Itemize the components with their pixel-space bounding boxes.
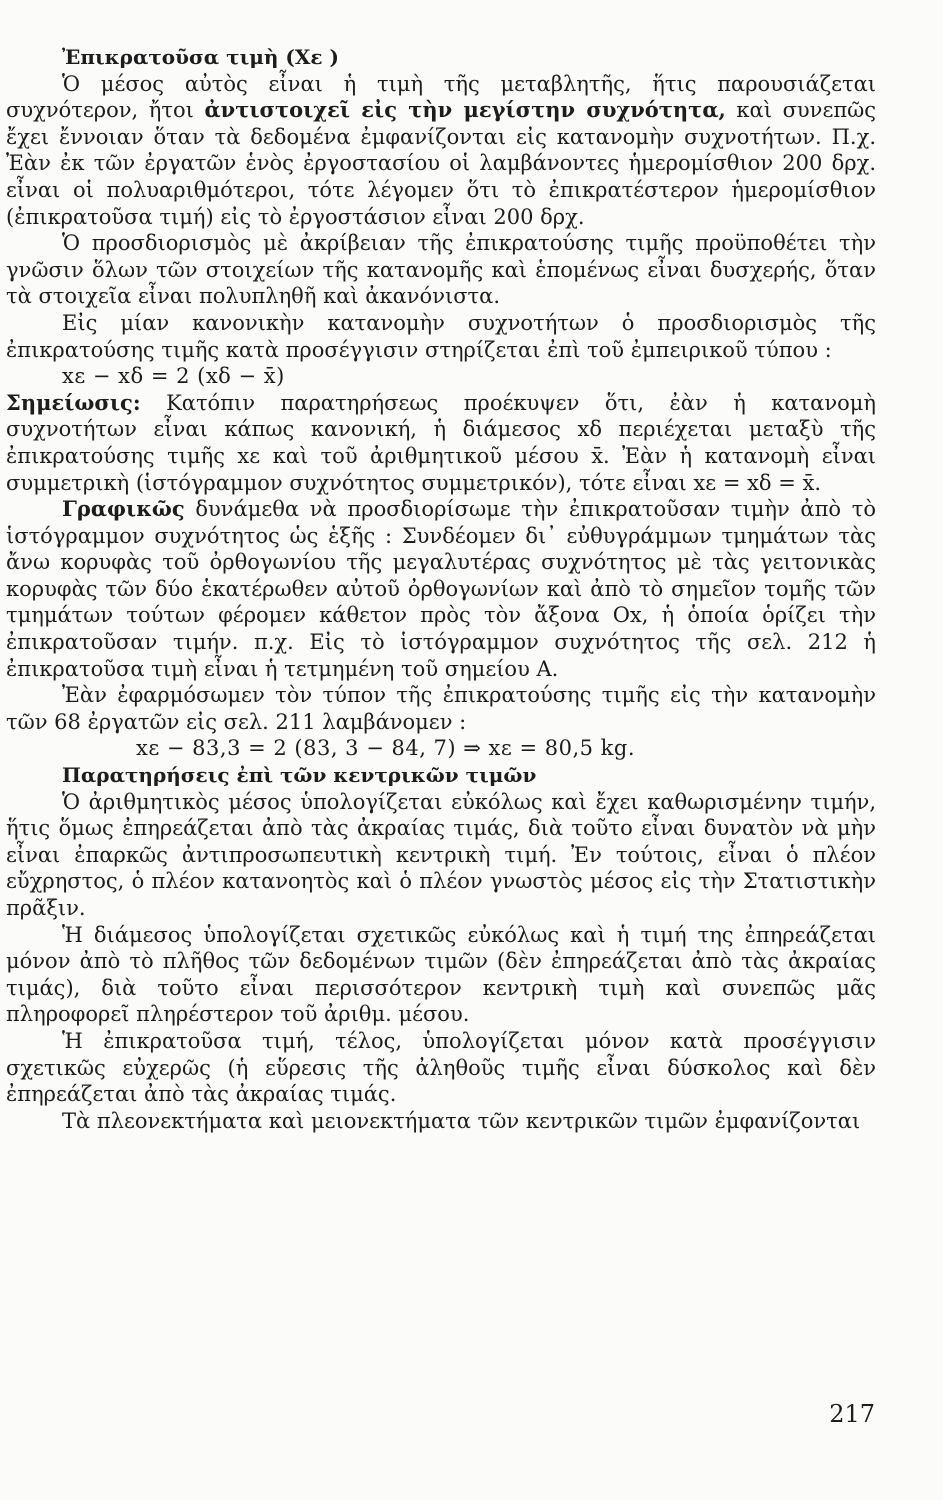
paragraph-graphical-method — [6, 496, 876, 682]
paragraph-arithmetic-mean: Ὁ ἀριθμητικὸς μέσος ὑπολογίζεται εὐκόλως καὶ ἔχει καθωρισμένην τιμήν, ἥτις ὅμως ἐπηρεάζεται ἀπὸ τὰς ἀκραίας τιμάς, διὰ τοῦτο εἶναι δυνατὸν νὰ μὴν εἶναι ἐπαρκῶς ἀντιπροσωπευτικὴ κεντρικὴ τιμή. Ἐν τούτοις, εἶναι ὁ πλέον εὔχρηστος, ὁ πλέον κατανοητὸς καὶ ὁ πλέον γνωστὸς μέσος εἰς τὴν Στατιστικὴν πρᾶξιν. — [6, 789, 876, 920]
paragraph-mode-text-b: καὶ συνεπῶς ἔχει ἔννοιαν ὅταν τὰ δεδομένα ἐμφανίζονται εἰς κατανομὴν συχνοτήτων. Π.χ. Ἐὰν ἐκ τῶν ἐργατῶν ἑνὸς ἐργοστασίου οἱ λαμβάνοντες ἡμερομίσθιον 200 δρχ. εἶναι οἱ πολυαριθμότεροι, τότε λέγομεν ὅτι τὸ ἐπικρατέστερον ἡμερομίσθιον (ἐπικρατοῦσα τιμή) εἰς τὸ ἐργοστάσιον εἶναι 200 δρχ. — [6, 98, 877, 229]
section-heading-remarks: Παρατηρήσεις ἐπὶ τῶν κεντρικῶν τιμῶν — [62, 763, 537, 788]
note-label: Σημείωσις: — [6, 389, 141, 415]
paragraph-mode-precision: Ὁ προσδιορισμὸς μὲ ἀκρίβειαν τῆς ἐπικρατούσης τιμῆς προϋποθέτει τὴν γνῶσιν ὅλων τῶν στοιχείων τῆς κατανομῆς καὶ ἑπομένως εἶναι δυσχερής, ὅταν τὰ στοιχεῖα εἶναι πολυπληθῆ καὶ ἀκανόνιστα. — [6, 231, 876, 309]
formula-empirical: xε − xδ = 2 (xδ − x̄) — [62, 364, 285, 389]
graphical-label: Γραφικῶς — [62, 496, 185, 522]
paragraph-mode-emphasis: ἀντιστοιχεῖ εἰς τὴν μεγίστην συχνότητα, — [204, 97, 726, 123]
paragraph-note — [6, 390, 876, 496]
formula-worked-example: xε − 83,3 = 2 (83, 3 − 84, 7) ⇒ xε = 80,5 kg. — [136, 736, 635, 761]
paragraph-empirical-formula-intro: Εἰς μίαν κανονικὴν κατανομὴν συχνοτήτων ὁ προσδιορισμὸς τῆς ἐπικρατούσης τιμῆς κατὰ προσέγγισιν στηρίζεται ἐπὶ τοῦ ἐμπειρικοῦ τύπου : — [6, 310, 876, 362]
paragraph-median: Ἡ διάμεσος ὑπολογίζεται σχετικῶς εὐκόλως καὶ ἡ τιμή της ἐπηρεάζεται μόνον ἀπὸ τὸ πλῆθος τῶν δεδομένων τιμῶν (δὲν ἐπηρεάζεται ἀπὸ τὰς ἀκραίας τιμάς), διὰ τοῦτο εἶναι περισσότερον κεντρικὴ τιμὴ καὶ συνεπῶς μᾶς πληροφορεῖ πληρέστερον τοῦ ἀριθμ. μέσου. — [6, 922, 876, 1027]
paragraph-mode-remark: Ἡ ἐπικρατοῦσα τιμή, τέλος, ὑπολογίζεται μόνον κατὰ προσέγγισιν σχετικῶς εὐχερῶς (ἡ εὕρεσις τῆς ἀληθοῦς τιμῆς εἶναι δύσκολος καὶ δὲν ἐπηρεάζεται ἀπὸ τὰς ἀκραίας τιμάς. — [6, 1028, 876, 1107]
page-body — [6, 44, 876, 1134]
note-text: Κατόπιν παρατηρήσεως προέκυψεν ὅτι, ἐὰν ἡ κατανομὴ συχνοτήτων εἶναι κάπως κανονική, ἡ διάμεσος xδ περιέχεται μεταξὺ τῆς ἐπικρατούσης τιμῆς xε καὶ τοῦ ἀριθμητικοῦ μέσου x̄. Ἐὰν ἡ κατανομὴ εἶναι συμμετρικὴ (ἱστόγραμμον συχνότητος συμμετρικόν), τότε εἶναι xε = xδ = x̄. — [6, 390, 876, 495]
page-number: 217 — [829, 1400, 875, 1428]
paragraph-mode-definition — [6, 71, 876, 231]
paragraph-mode-text-a: Ὁ μέσος αὐτὸς εἶναι ἡ τιμὴ τῆς μεταβλητῆς, ἥτις παρουσιάζεται συχνότερον, ἤτοι — [6, 71, 876, 123]
section-heading-mode: Ἐπικρατοῦσα τιμὴ (Xε ) — [62, 45, 339, 69]
paragraph-advantages: Τὰ πλεονεκτήματα καὶ μειονεκτήματα τῶν κεντρικῶν τιμῶν ἐμφανίζονται — [62, 1108, 861, 1133]
paragraph-apply-formula: Ἐὰν ἐφαρμόσωμεν τὸν τύπον τῆς ἐπικρατούσης τιμῆς εἰς τὴν κατανομὴν τῶν 68 ἐργατῶν εἰς σελ. 211 λαμβάνομεν : — [6, 683, 876, 734]
graphical-text: δυνάμεθα νὰ προσδιορίσωμε τὴν ἐπικρατοῦσαν τιμὴν ἀπὸ τὸ ἱστόγραμμον συχνότητος ὡς ἑξῆς : Συνδέομεν δι᾿ εὐθυγράμμων τμημάτων τὰς ἄνω κορυφὰς τοῦ ὀρθογωνίου τῆς μεγαλυτέρας συχνότητος μὲ τὰς γειτονικὰς κορυφὰς τῶν δύο ἑκατέρωθεν αὐτοῦ ὀρθογωνίων καὶ ἀπὸ τὸ σημεῖον τομῆς τῶν τμημάτων τούτων φέρομεν κάθετον πρὸς τὸν ἄξονα Ox, ἡ ὁποία ὁρίζει τὴν ἐπικρατοῦσαν τιμήν. π.χ. Εἰς τὸ ἱστόγραμμον συχνότητος τῆς σελ. 212 ἡ ἐπικρατοῦσα τιμὴ εἶναι ἡ τετμημένη τοῦ σημείου Α. — [6, 497, 876, 681]
